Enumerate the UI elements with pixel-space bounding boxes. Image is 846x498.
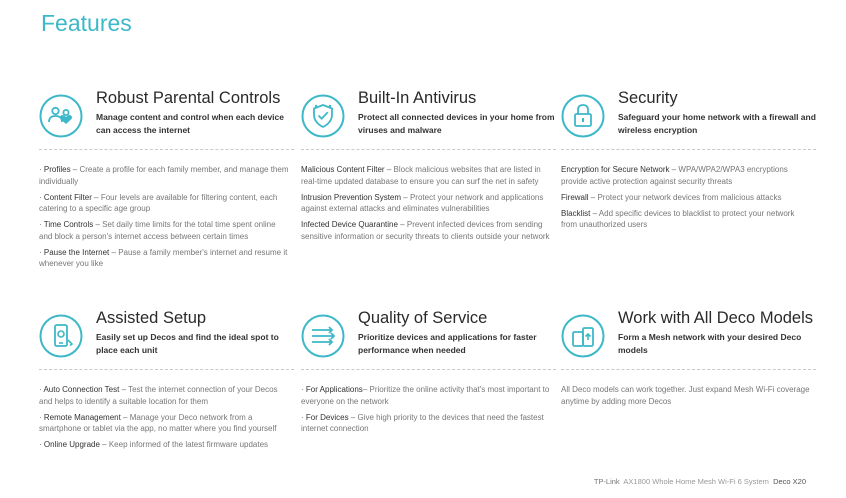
list-item: · Auto Connection Test – Test the internet connection of your Decos and helps to identify a suitable location for them [39,385,278,406]
divider [39,369,294,370]
list-item: Encryption for Secure Network – WPA/WPA2/WPA3 encryptions provide active protection against security threats [561,165,788,186]
feature-security [561,89,816,229]
list-item: Intrusion Prevention System – Protect your network and applications against external attacks and eliminates vulnerabilities [301,192,544,213]
divider [301,369,556,370]
feature-subtitle: Safeguard your home network with a firewall and wireless encryption [618,112,816,135]
list-item: Blacklist – Add specific devices to blacklist to protect your network from unauthorized users [561,208,795,229]
list-item: · Remote Management – Manage your Deco network from a smartphone or tablet via the app, no matter where you find yourself [39,412,277,433]
feature-antivirus [301,89,556,241]
feature-qos [301,309,556,433]
footer [594,477,806,486]
feature-subtitle: Easily set up Decos and find the ideal spot to place each unit [96,332,279,355]
list-item: · Profiles – Create a profile for each family member, and manage them individually [39,165,289,186]
feature-subtitle: Prioritize devices and applications for faster performance when needed [358,332,537,355]
page-title: Features [41,10,132,36]
divider [39,149,294,150]
list-item: · Content Filter – Four levels are available for filtering content, each catering to a specific age group [39,192,278,213]
feature-parental-controls [39,89,294,268]
shield-icon [301,94,345,138]
priority-arrows-icon [301,314,345,358]
divider [561,149,816,150]
list-item: · For Devices – Give high priority to the devices that need the fastest internet connection [301,412,544,433]
feature-assisted-setup [39,309,294,449]
feature-title: Quality of Service [358,309,488,327]
feature-deco-models [561,309,816,406]
deco-units-icon [561,314,605,358]
feature-title: Work with All Deco Models [618,309,814,327]
list-item: · For Applications– Prioritize the online activity that's most important to everyone on the network [301,385,550,406]
footer-brand: TP-Link [593,477,620,486]
feature-title: Robust Parental Controls [96,89,281,107]
list-item: Infected Device Quarantine – Prevent infected devices from sending sensitive information or security threats to clients outside your network [301,220,550,241]
feature-title: Built-In Antivirus [358,89,477,107]
footer-model: Deco X20 [773,477,806,486]
feature-subtitle: Form a Mesh network with your desired Deco models [618,332,802,355]
divider [561,369,816,370]
family-icon [39,94,83,138]
lock-icon [561,94,605,138]
list-item: · Time Controls – Set daily time limits for the total time spent online and block a person's internet access between certain times [39,220,276,241]
list-item: All Deco models can work together. Just expand Mesh Wi-Fi coverage anytime by adding more Decos [561,385,810,406]
list-item: · Online Upgrade – Keep informed of the latest firmware updates [39,440,269,449]
feature-title: Assisted Setup [96,309,207,327]
divider [301,149,556,150]
feature-subtitle: Manage content and control when each device can access the internet [96,112,284,135]
footer-product: AX1800 Whole Home Mesh Wi-Fi 6 System [623,477,769,486]
list-item: Malicious Content Filter – Block malicious websites that are listed in real-time updated database to ensure you can surf the net in safety [301,165,541,186]
list-item: Firewall – Protect your network devices from malicious attacks [561,192,782,202]
feature-subtitle: Protect all connected devices in your home from viruses and malware [358,112,555,135]
feature-title: Security [618,89,678,107]
phone-setup-icon [39,314,83,358]
list-item: · Pause the Internet – Pause a family member's internet and resume it whenever you like [39,247,288,268]
